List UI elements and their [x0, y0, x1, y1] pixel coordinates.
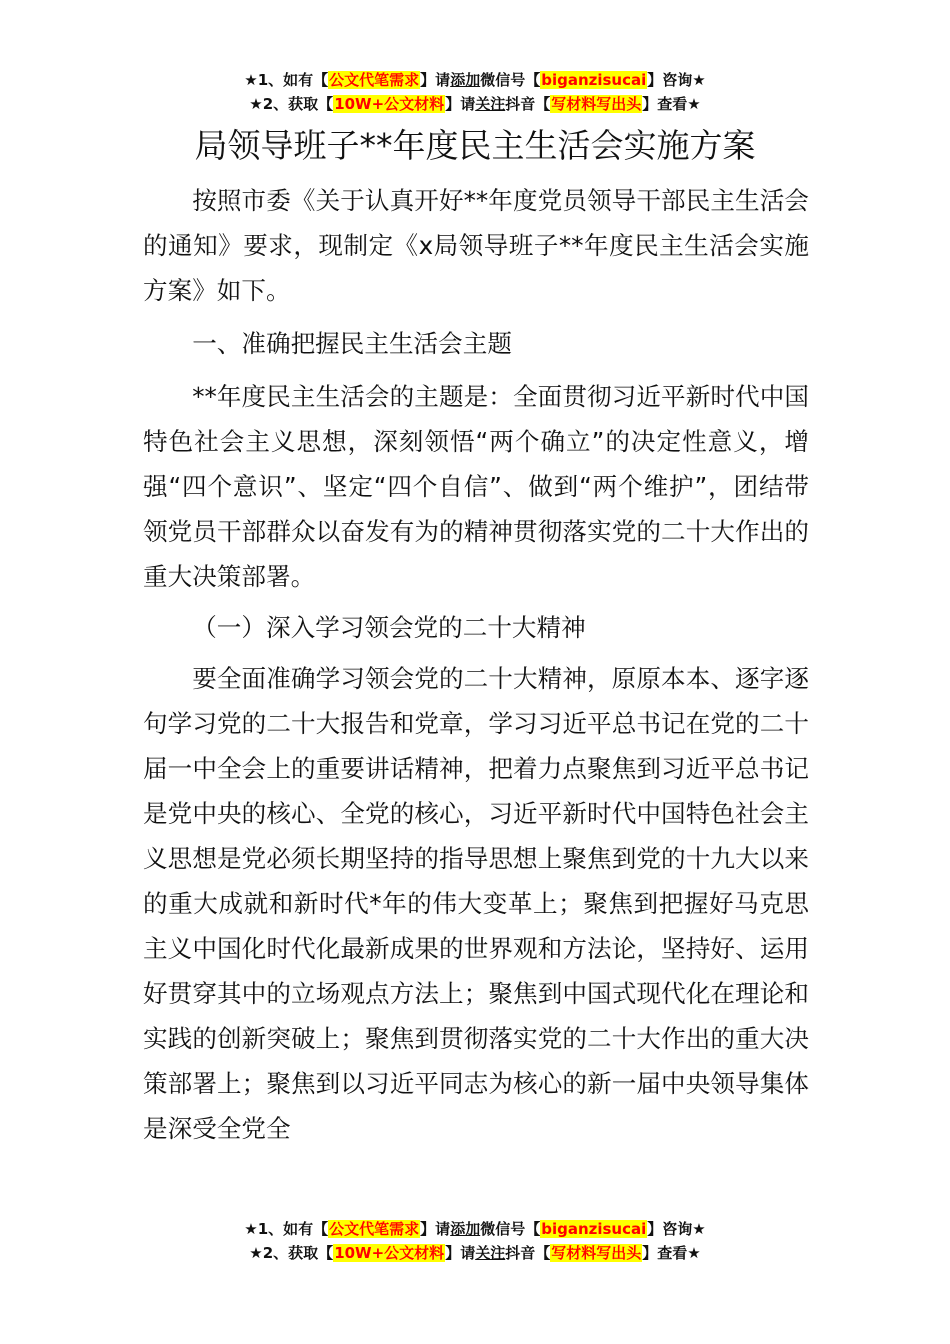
banner-text: 抖音【 [505, 95, 551, 113]
banner-text: 】咨询★ [647, 1220, 706, 1238]
banner-text-underlined: 添加 [450, 1220, 481, 1238]
intro-paragraph: 按照市委《关于认真开好**年度党员领导干部民主生活会的通知》要求，现制定《x局领导班子**年度民主生活会实施方案》如下。 [143, 186, 809, 305]
highlight-service: 公文代笔需求 [329, 71, 420, 89]
banner-text: 】请 [420, 71, 451, 89]
banner-text: 】查看★ [642, 1244, 701, 1262]
banner-text: ★1、如有【 [244, 1220, 329, 1238]
banner-line-2 [0, 92, 950, 116]
header-banner [0, 68, 950, 116]
banner-text: 】请 [445, 95, 476, 113]
banner-text: ★1、如有【 [244, 71, 329, 89]
highlight-materials: 10W+公文材料 [334, 1244, 445, 1262]
banner-text: 微信号【 [480, 1220, 541, 1238]
document-body [143, 178, 809, 1151]
highlight-douyin: 写材料写出头 [551, 95, 642, 113]
banner-text: 微信号【 [480, 71, 541, 89]
section-heading: 一、准确把握民主生活会主题 [192, 329, 512, 358]
banner-text: 】请 [445, 1244, 476, 1262]
banner-text-underlined: 关注 [475, 95, 506, 113]
banner-line-2 [0, 1241, 950, 1265]
highlight-materials: 10W+公文材料 [334, 95, 445, 113]
highlight-service: 公文代笔需求 [329, 1220, 420, 1238]
highlight-wechat-id: biganzisucai [541, 71, 647, 89]
section-paragraph: **年度民主生活会的主题是：全面贯彻习近平新时代中国特色社会主义思想，深刻领悟“两个确立”的决定性意义，增强“四个意识”、坚定“四个自信”、做到“两个维护”，团结带领党员干部群众以奋发有为的精神贯彻落实党的二十大作出的重大决策部署。 [143, 382, 809, 591]
banner-text: 】查看★ [642, 95, 701, 113]
banner-line-1 [0, 68, 950, 92]
banner-text: 】请 [420, 1220, 451, 1238]
banner-text: ★2、获取【 [249, 95, 334, 113]
subsection-heading: （一）深入学习领会党的二十大精神 [192, 613, 586, 642]
footer-banner [0, 1217, 950, 1265]
banner-text-underlined: 关注 [475, 1244, 506, 1262]
banner-text: 抖音【 [505, 1244, 551, 1262]
banner-text: 】咨询★ [647, 71, 706, 89]
subsection-paragraph: 要全面准确学习领会党的二十大精神，原原本本、逐字逐句学习党的二十大报告和党章，学习习近平总书记在党的二十届一中全会上的重要讲话精神，把着力点聚焦到习近平总书记是党中央的核心、全党的核心，习近平新时代中国特色社会主义思想是党必须长期坚持的指导思想上聚焦到党的十九大以来的重大成就和新时代*年的伟大变革上；聚焦到把握好马克思主义中国化时代化最新成果的世界观和方法论，坚持好、运用好贯穿其中的立场观点方法上；聚焦到中国式现代化在理论和实践的创新突破上；聚焦到贯彻落实党的二十大作出的重大决策部署上；聚焦到以习近平同志为核心的新一届中央领导集体是深受全党全 [143, 664, 809, 1143]
highlight-wechat-id: biganzisucai [541, 1220, 647, 1238]
highlight-douyin: 写材料写出头 [551, 1244, 642, 1262]
banner-line-1 [0, 1217, 950, 1241]
banner-text: ★2、获取【 [249, 1244, 334, 1262]
banner-text-underlined: 添加 [450, 71, 481, 89]
document-title: 局领导班子**年度民主生活会实施方案 [194, 126, 756, 165]
